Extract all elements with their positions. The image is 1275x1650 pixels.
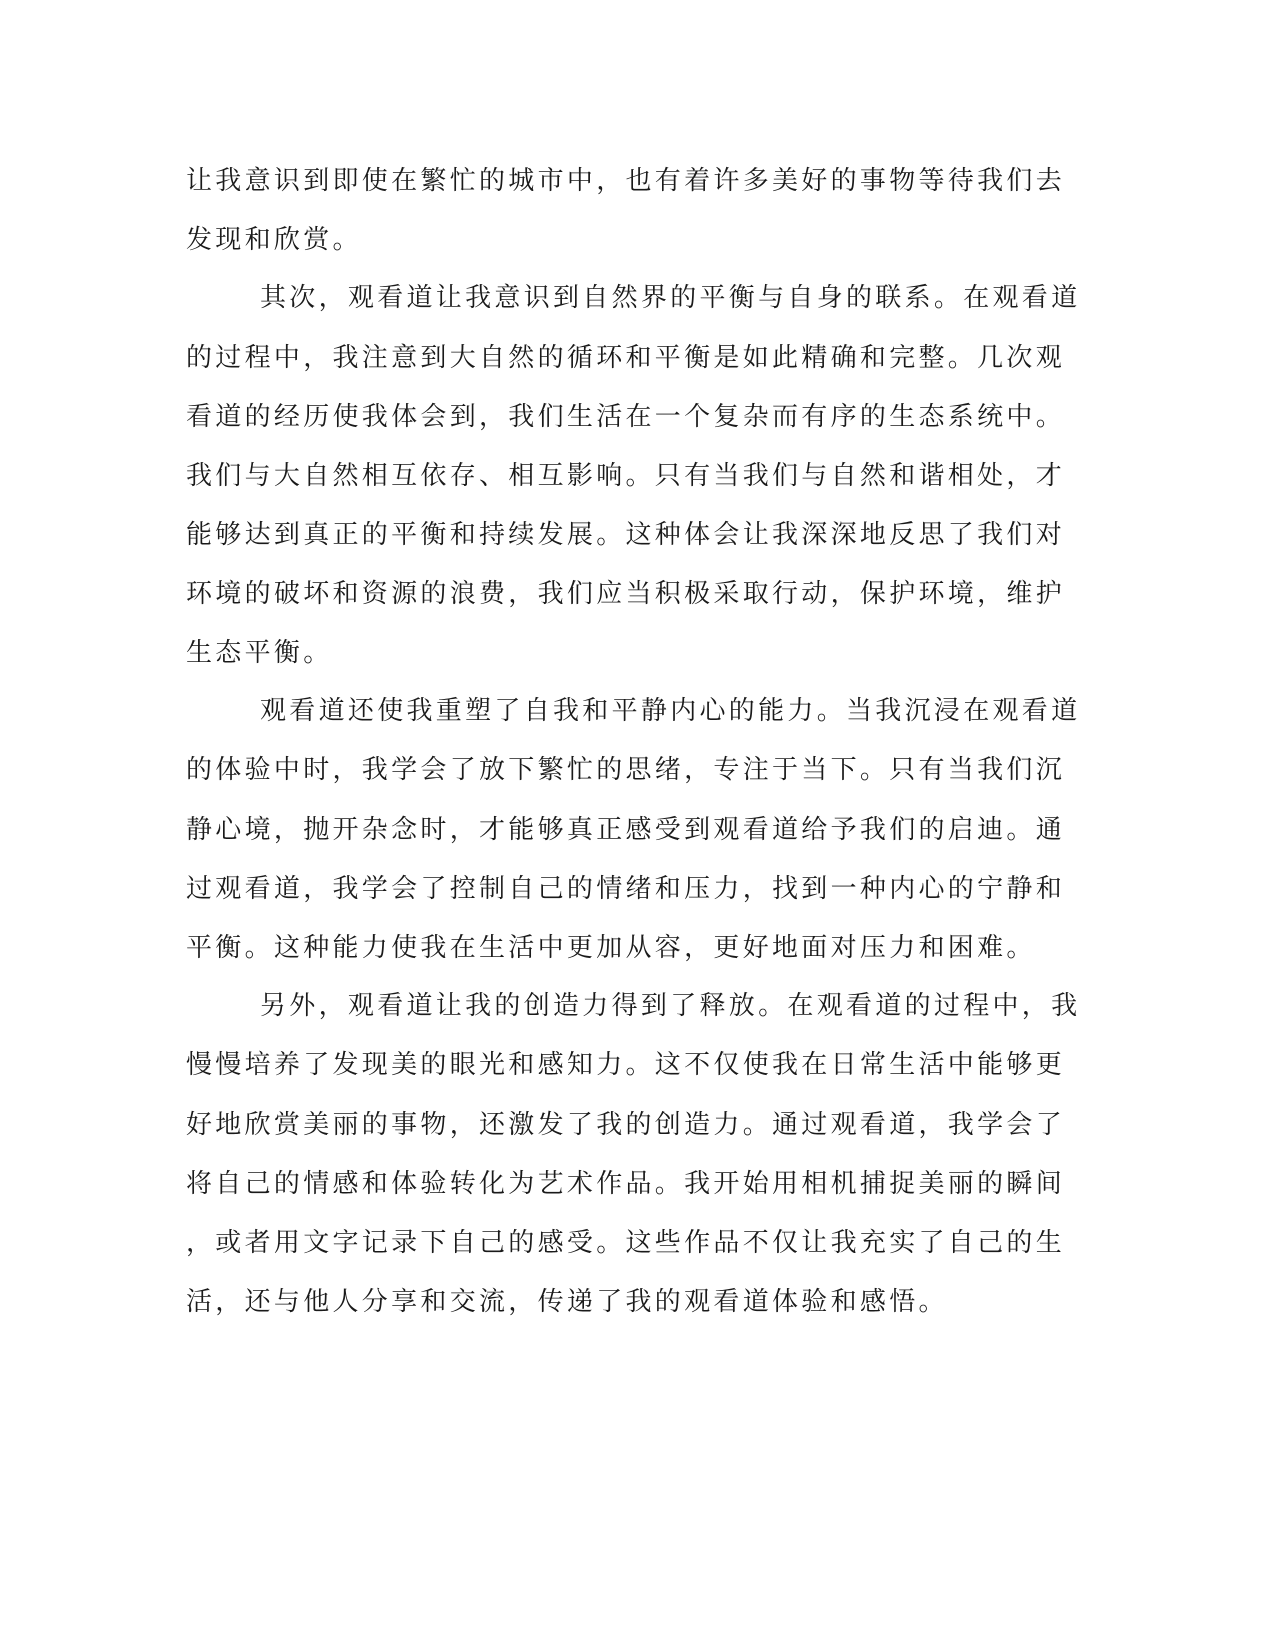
text-line: 过观看道，我学会了控制自己的情绪和压力，找到一种内心的宁静和	[186, 874, 1066, 904]
text-line: 将自己的情感和体验转化为艺术作品。我开始用相机捕捉美丽的瞬间	[186, 1169, 1066, 1199]
paragraph-first-line: 观看道还使我重塑了自我和平静内心的能力。当我沉浸在观看道	[260, 696, 1081, 726]
text-line: 能够达到真正的平衡和持续发展。这种体会让我深深地反思了我们对	[186, 520, 1066, 550]
text-line: 发现和欣赏。	[186, 225, 362, 255]
text-line: 活，还与他人分享和交流，传递了我的观看道体验和感悟。	[186, 1287, 948, 1317]
text-line: 生态平衡。	[186, 638, 333, 668]
text-line: 好地欣赏美丽的事物，还激发了我的创造力。通过观看道，我学会了	[186, 1110, 1066, 1140]
text-line: 我们与大自然相互依存、相互影响。只有当我们与自然和谐相处，才	[186, 461, 1066, 491]
text-line: 的体验中时，我学会了放下繁忙的思绪，专注于当下。只有当我们沉	[186, 755, 1066, 785]
text-line: 的过程中，我注意到大自然的循环和平衡是如此精确和完整。几次观	[186, 343, 1066, 373]
text-line: 看道的经历使我体会到，我们生活在一个复杂而有序的生态系统中。	[186, 402, 1066, 432]
text-line: 平衡。这种能力使我在生活中更加从容，更好地面对压力和困难。	[186, 933, 1036, 963]
text-line: 静心境，抛开杂念时，才能够真正感受到观看道给予我们的启迪。通	[186, 815, 1066, 845]
text-line: 环境的破坏和资源的浪费，我们应当积极采取行动，保护环境，维护	[186, 579, 1066, 609]
paragraph-first-line: 另外，观看道让我的创造力得到了释放。在观看道的过程中，我	[260, 991, 1081, 1021]
text-line: ，或者用文字记录下自己的感受。这些作品不仅让我充实了自己的生	[186, 1228, 1066, 1258]
text-line: 让我意识到即使在繁忙的城市中，也有着许多美好的事物等待我们去	[186, 166, 1066, 196]
text-line: 慢慢培养了发现美的眼光和感知力。这不仅使我在日常生活中能够更	[186, 1050, 1066, 1080]
paragraph-first-line: 其次，观看道让我意识到自然界的平衡与自身的联系。在观看道	[260, 283, 1081, 313]
